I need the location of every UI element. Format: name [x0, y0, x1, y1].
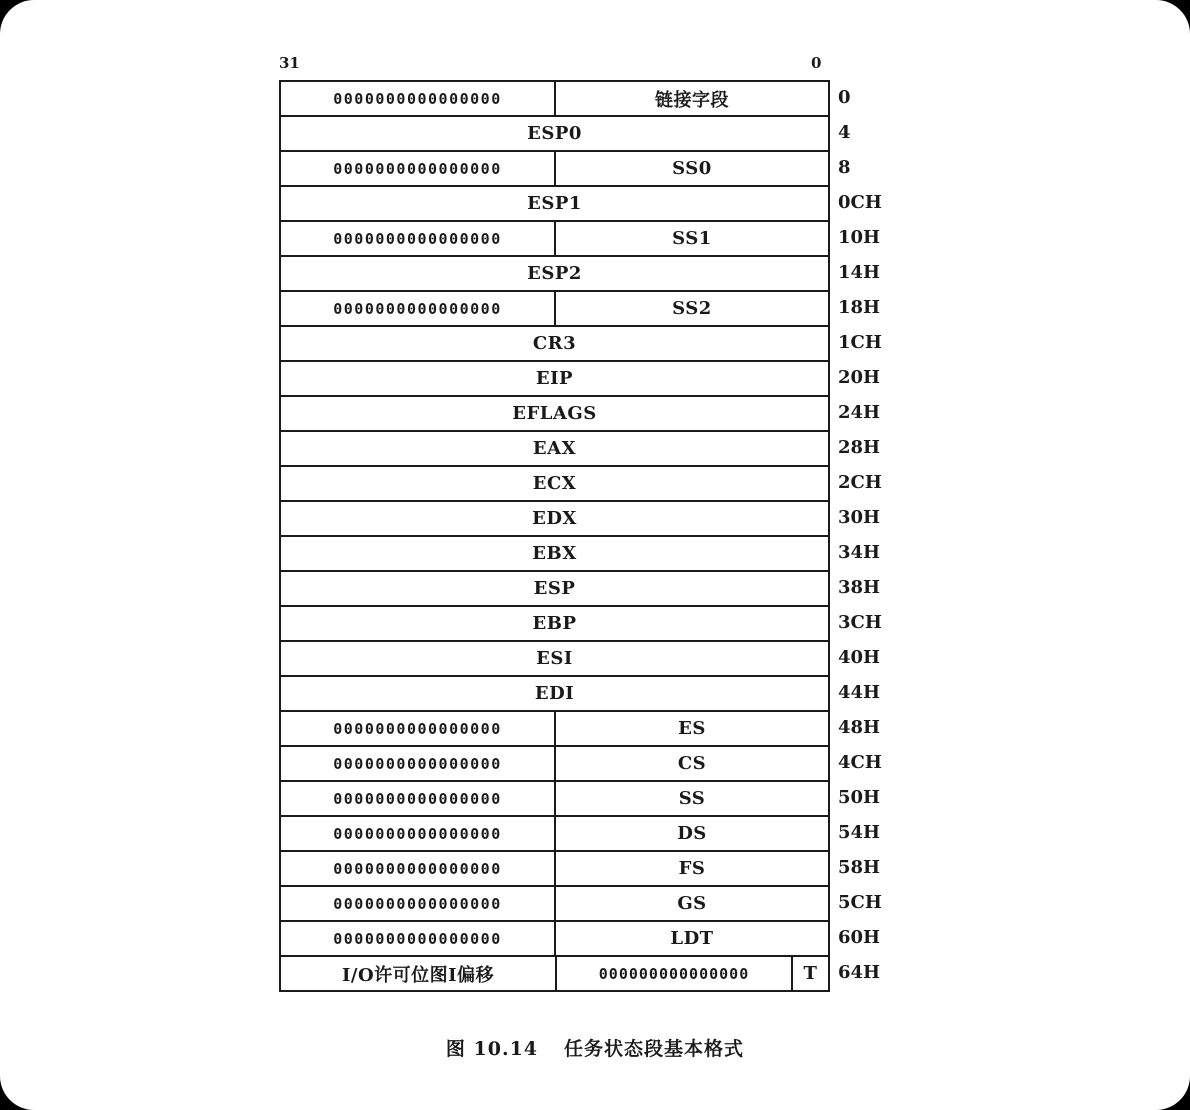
tss-row: [281, 922, 828, 957]
register-field: EIP: [535, 368, 574, 389]
reserved-zero-field: 0000000000000000: [281, 82, 556, 115]
tss-row: [281, 362, 828, 397]
offset-label: 38H: [838, 577, 881, 598]
io-bitmap-offset-field: I/O许可位图I偏移: [281, 957, 557, 990]
offset-label: 10H: [838, 227, 881, 248]
offset-label: 3CH: [838, 612, 882, 633]
selector-field: LDT: [670, 928, 714, 949]
offset-column: [838, 80, 918, 990]
selector-field: DS: [677, 823, 707, 844]
reserved-zero-field: 0000000000000000: [281, 747, 556, 780]
reserved-zero-field: 0000000000000000: [281, 712, 556, 745]
tss-row: [281, 642, 828, 677]
offset-label: 5CH: [838, 892, 882, 913]
offset-label: 58H: [838, 857, 881, 878]
offset-label: 28H: [838, 437, 881, 458]
register-field: EBP: [532, 613, 577, 634]
offset-label: 0: [838, 87, 851, 108]
tss-row: [281, 467, 828, 502]
selector-field: SS: [678, 788, 706, 809]
selector-field: SS0: [672, 158, 712, 179]
register-field: EFLAGS: [512, 403, 597, 424]
register-field: EBX: [532, 543, 577, 564]
selector-field: ES: [678, 718, 706, 739]
tss-row: [281, 152, 828, 187]
register-field: EAX: [532, 438, 577, 459]
tss-row: [281, 712, 828, 747]
selector-field: FS: [678, 858, 706, 879]
reserved-zero-field: 0000000000000000: [281, 782, 556, 815]
tss-row: [281, 82, 828, 117]
tss-row: [281, 502, 828, 537]
register-field: ECX: [532, 473, 577, 494]
tss-row: [281, 327, 828, 362]
offset-label: 44H: [838, 682, 881, 703]
offset-label: 0CH: [838, 192, 882, 213]
tss-row: [281, 432, 828, 467]
offset-label: 34H: [838, 542, 881, 563]
offset-label: 54H: [838, 822, 881, 843]
offset-label: 4: [838, 122, 851, 143]
tss-row: [281, 782, 828, 817]
offset-label: 48H: [838, 717, 881, 738]
tss-row: [281, 817, 828, 852]
tss-row: [281, 292, 828, 327]
offset-label: 14H: [838, 262, 881, 283]
tss-row: [281, 572, 828, 607]
offset-label: 30H: [838, 507, 881, 528]
tss-row: [281, 187, 828, 222]
offset-label: 24H: [838, 402, 881, 423]
figure-title: 任务状态段基本格式: [564, 1038, 745, 1060]
register-field: ESP1: [527, 193, 582, 214]
figure-number: 图 10.14: [445, 1038, 539, 1060]
tss-row: [281, 222, 828, 257]
selector-field: SS1: [672, 228, 712, 249]
trap-flag-field: T: [803, 963, 818, 984]
register-field: ESP2: [527, 263, 582, 284]
tss-row: [281, 887, 828, 922]
tss-row: [281, 397, 828, 432]
offset-label: 20H: [838, 367, 881, 388]
offset-label: 2CH: [838, 472, 882, 493]
bit-0-label: 0: [811, 54, 822, 72]
figure-caption: [0, 1034, 1190, 1061]
tss-row: [281, 537, 828, 572]
register-field: ESP0: [527, 123, 582, 144]
register-field: ESI: [536, 648, 573, 669]
tss-row: [281, 747, 828, 782]
bit-31-label: 31: [279, 54, 300, 72]
selector-field: CS: [677, 753, 707, 774]
register-field: ESP: [533, 578, 576, 599]
reserved-zero-field: 0000000000000000: [281, 152, 556, 185]
reserved-zero-field: 0000000000000000: [281, 852, 556, 885]
register-field: EDX: [532, 508, 577, 529]
reserved-zero-field: 0000000000000000: [281, 887, 556, 920]
offset-label: 1CH: [838, 332, 882, 353]
tss-row: [281, 607, 828, 642]
reserved-zero-field: 000000000000000: [557, 957, 793, 990]
register-field: CR3: [532, 333, 577, 354]
offset-label: 4CH: [838, 752, 882, 773]
tss-row: [281, 957, 828, 992]
selector-field: SS2: [672, 298, 712, 319]
tss-row: [281, 117, 828, 152]
tss-row: [281, 257, 828, 292]
offset-label: 8: [838, 157, 851, 178]
tss-row: [281, 852, 828, 887]
offset-label: 64H: [838, 962, 881, 983]
reserved-zero-field: 0000000000000000: [281, 817, 556, 850]
reserved-zero-field: 0000000000000000: [281, 222, 556, 255]
selector-field: GS: [677, 893, 707, 914]
offset-label: 18H: [838, 297, 881, 318]
offset-label: 60H: [838, 927, 881, 948]
register-field: EDI: [534, 683, 575, 704]
offset-label: 40H: [838, 647, 881, 668]
reserved-zero-field: 0000000000000000: [281, 922, 556, 955]
selector-field: 链接字段: [655, 89, 729, 111]
tss-row: [281, 677, 828, 712]
tss-table: [279, 80, 830, 992]
offset-label: 50H: [838, 787, 881, 808]
reserved-zero-field: 0000000000000000: [281, 292, 556, 325]
